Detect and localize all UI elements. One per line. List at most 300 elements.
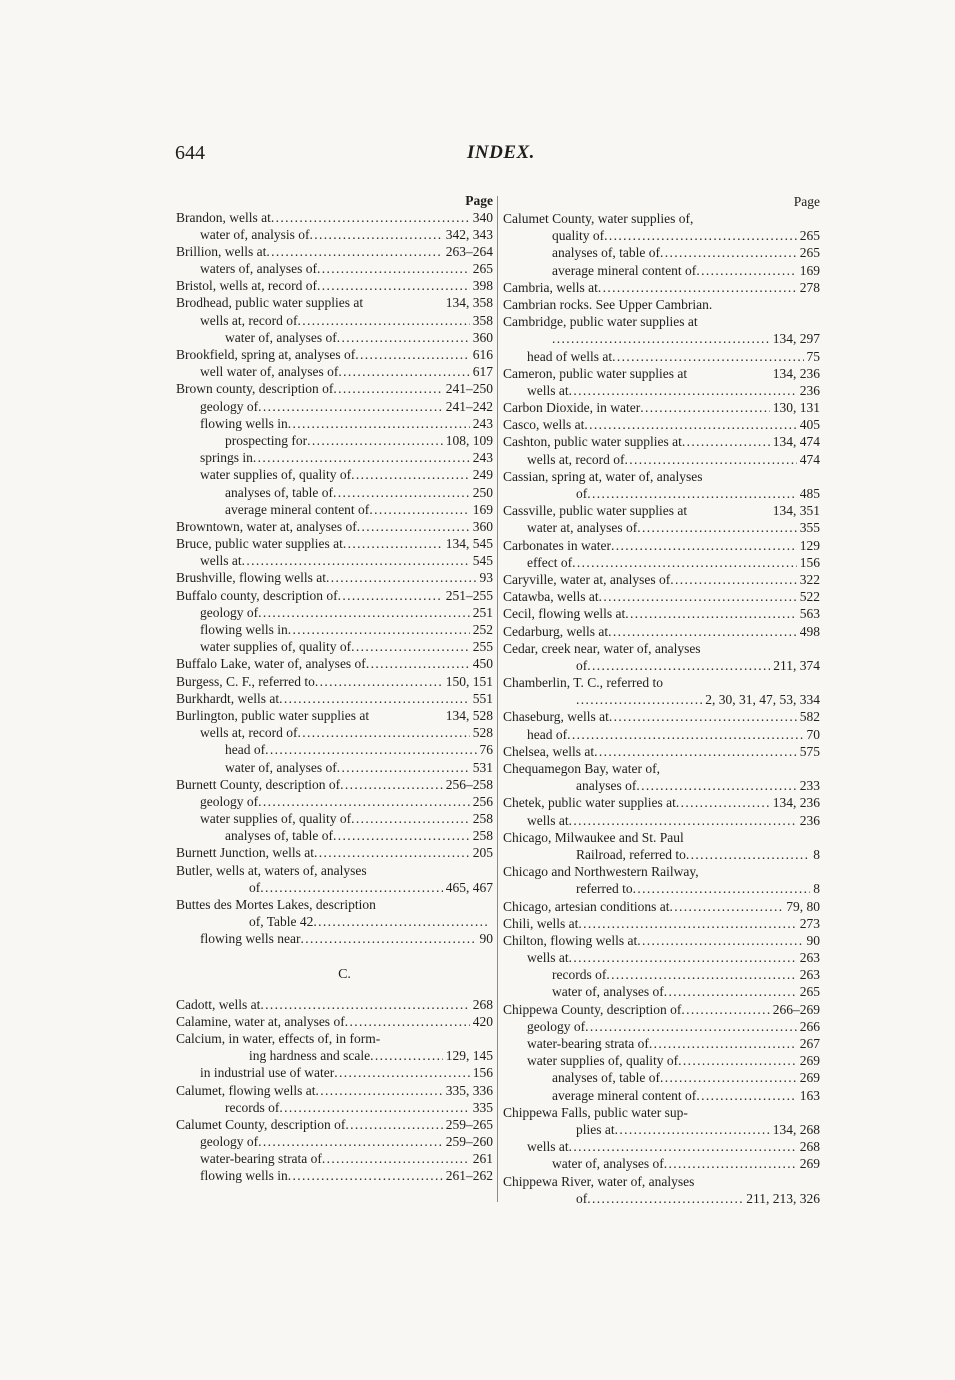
entry-text: water of, analyses of [552,984,664,1000]
entry-page [490,1030,493,1047]
leader-dots [572,554,797,571]
entries-c [176,996,493,1185]
entry-text: analyses of, table of [552,245,660,261]
index-entry [176,930,493,947]
index-entry [176,996,493,1013]
entry-text: head of wells at [527,348,613,364]
entry-text: of [576,657,588,673]
entry-text: water supplies of, quality of [200,811,352,827]
entry-page: 243 [472,415,493,431]
entry-text: water of, analysis of [200,226,310,242]
index-entry [176,1116,493,1133]
running-head: INDEX. [467,142,535,163]
index-entry [176,1013,493,1030]
leader-dots [567,726,803,743]
entry-text: Brodhead, public water supplies at [176,295,364,311]
leader-dots [684,829,817,846]
index-entry [503,1121,820,1138]
leader-dots [340,776,443,793]
leader-dots [676,794,770,811]
leader-dots [660,760,817,777]
index-entry [176,226,493,243]
index-entry [503,932,820,949]
leader-dots [569,1138,797,1155]
entry-text: Buffalo county, description of [176,587,338,603]
leader-dots [699,863,817,880]
entry-page: 8 [813,846,820,862]
entry-page: 156 [799,554,820,570]
index-entry [176,759,493,776]
index-entry [503,485,820,502]
index-entry [503,227,820,244]
entry-page: 134, 236 [772,795,820,811]
entry-text: Calumet, flowing wells at [176,1082,316,1098]
entry-page: 129, 145 [445,1048,493,1064]
index-entry [176,810,493,827]
leader-dots [611,537,797,554]
entry-text: Buffalo Lake, water of, analyses of [176,656,366,672]
leader-dots [363,294,443,311]
entry-page: 340 [472,209,493,225]
leader-dots [279,1099,469,1116]
entry-page: 617 [472,364,493,380]
entry-text: Chili, wells at [503,915,579,931]
left-column [176,194,493,1185]
leader-dots [271,209,470,226]
index-entry [176,638,493,655]
entry-text: Bristol, wells at, record of [176,278,317,294]
leader-dots [297,724,469,741]
entry-text: Burkhardt, wells at [176,690,280,706]
entry-text: wells at, record of [527,451,625,467]
entry-page: 250 [472,484,493,500]
index-entry [503,623,820,640]
leader-dots [615,1121,770,1138]
leader-dots [288,1167,443,1184]
entry-text: Browntown, water at, analyses of [176,518,357,534]
entry-text: prospecting for [225,432,308,448]
leader-dots [624,451,796,468]
entry-text: Cameron, public water supplies at [503,365,688,381]
entry-text: well water of, analyses of [200,364,339,380]
index-entry [176,604,493,621]
index-entry [503,348,820,365]
entry-text: Burgess, C. F., referred to [176,673,315,689]
entry-page: 259–260 [445,1134,493,1150]
entry-page: 134, 358 [445,295,493,311]
entry-text: plies at [576,1121,615,1137]
index-entry [503,313,820,330]
entry-page: 263–264 [445,243,493,259]
leader-dots [334,1064,470,1081]
entry-text: Chetek, public water supplies at [503,795,676,811]
entry-text: Chamberlin, T. C., referred to [503,675,663,691]
index-entry [503,794,820,811]
index-entry [176,1133,493,1150]
index-entry [176,724,493,741]
leader-dots [300,930,476,947]
leader-dots [698,313,817,330]
index-entry [503,1035,820,1052]
entry-page: 134, 528 [445,707,493,723]
index-entry [176,569,493,586]
leader-dots [682,433,770,450]
entry-text: Cecil, flowing wells at [503,606,626,622]
index-entry [503,571,820,588]
entry-text: water-bearing strata of [527,1036,649,1051]
entries-b [176,209,493,948]
column-heading: Page [465,193,493,208]
index-entry [503,1069,820,1086]
entry-page: 474 [799,451,820,467]
leader-dots [307,432,443,449]
index-entry [176,690,493,707]
index-entry [503,244,820,261]
entry-page: 205 [472,845,493,861]
index-entry [176,415,493,432]
leader-dots [345,1013,470,1030]
index-entry [176,1167,493,1184]
leader-dots [355,346,470,363]
entry-page: 236 [799,812,820,828]
entry-text: Bruce, public water supplies at [176,536,343,552]
entry-page: 236 [799,382,820,398]
entry-text: of [576,486,588,501]
index-entry [176,587,493,604]
entry-page: 134, 268 [772,1121,820,1137]
entry-page: 134, 545 [445,536,493,552]
entry-page: 273 [799,915,820,931]
index-entry [176,277,493,294]
entry-text: of, Table 42 [249,914,314,930]
entry-text: geology of [200,1134,259,1150]
entry-text: head of [225,742,266,758]
entry-text: Brookfield, spring at, analyses of [176,347,356,362]
entry-page [817,760,820,777]
index-entry [176,363,493,380]
leader-dots [678,1052,797,1069]
entry-page [817,1104,820,1121]
entry-text: Cassian, spring at, water of, analyses [503,468,703,484]
leader-dots [351,638,470,655]
index-entry [503,1173,820,1190]
entry-text: Chippewa County, description of [503,1001,682,1017]
leader-dots [369,501,469,518]
entry-page: 522 [799,589,820,605]
entry-page: 360 [472,518,493,534]
right-column [503,194,820,1207]
entry-page: 90 [479,931,493,947]
entry-text: ing hardness and scale [249,1048,371,1064]
leader-dots [380,1030,490,1047]
index-entry [176,707,493,724]
entry-page: 265 [799,984,820,1000]
entry-page: 398 [472,278,493,294]
entry-page: 322 [799,571,820,587]
index-entry [176,432,493,449]
entry-page: 269 [799,1156,820,1172]
index-entry [503,726,820,743]
entry-text: referred to [576,881,633,897]
entry-page [817,640,820,657]
entry-page: 465, 467 [445,879,493,895]
entry-page: 266 [799,1018,820,1034]
entry-page: 267 [799,1036,820,1051]
leader-dots [637,519,797,536]
index-entry [176,449,493,466]
entry-page: 335 [472,1099,493,1115]
index-entry [503,330,820,347]
entry-text: Brandon, wells at [176,209,271,225]
index-entry [176,294,493,311]
entry-page: 551 [472,690,493,706]
entry-text: Brushville, flowing wells at [176,570,326,586]
index-entry [176,552,493,569]
entry-page: 266–269 [772,1001,820,1017]
entry-text: Calumet County, description of [176,1116,346,1132]
entry-text: Chippewa Falls, public water sup- [503,1104,688,1120]
index-entry [176,260,493,277]
entry-text: geology of [527,1018,586,1034]
entry-text: wells at, record of [200,312,298,328]
entry-page: 355 [799,520,820,536]
index-entry [176,862,493,879]
index-entry [503,1018,820,1035]
column-rule [497,196,498,1202]
index-entry [176,209,493,226]
entry-page: 256–258 [445,776,493,792]
leader-dots [338,363,469,380]
entry-text: Cambridge, public water supplies at [503,314,698,330]
index-entry [503,1104,820,1121]
entry-text: water supplies of, quality of [200,467,352,483]
index-entry [176,243,493,260]
entry-page: 269 [799,1053,820,1069]
leader-dots [633,880,811,897]
index-entry [503,416,820,433]
entry-page: 263 [799,950,820,966]
leader-dots [315,673,443,690]
index-entry [503,915,820,932]
entry-page [817,863,820,880]
index-entry [176,1047,493,1064]
leader-dots [640,399,770,416]
leader-dots [694,1173,817,1190]
index-entry [176,535,493,552]
entry-page: 252 [472,622,493,637]
leader-dots [337,329,470,346]
entry-text: effect of [527,554,573,570]
index-entry [503,468,820,485]
leader-dots [669,898,783,915]
entry-text: Burnett Junction, wells at [176,845,314,861]
entry-text: Butler, wells at, waters of, analyses [176,862,367,878]
index-entry [176,621,493,638]
entry-page: 76 [479,742,493,758]
entry-text: Railroad, referred to [576,846,686,862]
index-entry [503,296,820,313]
leader-dots [681,1001,769,1018]
entry-text: Chilton, flowing wells at [503,932,638,948]
leader-dots [376,896,490,913]
leader-dots [258,1133,443,1150]
entry-text: Cedarburg, wells at [503,623,609,639]
index-entry [503,433,820,450]
entry-page: 531 [472,759,493,775]
entry-page: 134, 474 [772,434,820,450]
leader-dots [688,1104,817,1121]
index-entry [176,827,493,844]
index-entry [503,691,820,708]
entry-text: wells at [527,382,569,398]
entry-page: 93 [479,570,493,586]
index-entry [503,880,820,897]
index-entry [503,743,820,760]
entry-text: water supplies of, quality of [527,1053,679,1069]
entry-text: flowing wells near [200,931,301,947]
index-entry [176,380,493,397]
index-entry [503,846,820,863]
leader-dots [288,415,470,432]
entry-page: 450 [472,656,493,672]
index-entry [503,262,820,279]
entry-page [490,896,493,913]
leader-dots [338,587,443,604]
entry-page [817,468,820,485]
leader-dots [599,588,797,605]
entry-page: 150, 151 [445,673,493,689]
index-entry [503,451,820,468]
entry-page: 8 [813,881,820,897]
leader-dots [258,793,470,810]
leader-dots [266,243,442,260]
index-entry [176,1150,493,1167]
entry-text: analyses of, table of [225,828,333,844]
entry-page: 268 [472,996,493,1012]
index-entry [503,382,820,399]
leader-dots [594,743,797,760]
entry-text: wells at, record of [200,725,298,741]
entry-page: 134, 297 [772,331,820,347]
leader-dots [333,380,442,397]
entry-page: 261 [472,1151,493,1167]
leader-dots [337,759,470,776]
entry-page: 256 [472,793,493,809]
entry-page: 265 [799,245,820,261]
entry-text: Chaseburg, wells at [503,709,609,725]
leader-dots [315,1082,442,1099]
entry-text: water supplies of, quality of [200,639,352,655]
index-entry [503,949,820,966]
index-entry [503,863,820,880]
entry-page: 251–255 [445,587,493,603]
index-entry [503,1155,820,1172]
leader-dots [242,552,470,569]
entry-page: 243 [472,450,493,466]
leader-dots [686,846,810,863]
leader-dots [625,605,797,622]
entry-text: wells at [527,812,569,828]
entry-text: wells at [200,553,242,569]
leader-dots [288,621,470,638]
entry-text: Cadott, wells at [176,996,261,1012]
index-entry [503,708,820,725]
index-entry [503,210,820,227]
entry-page: 211, 374 [773,657,820,673]
entry-text: waters of, analyses of [200,261,317,277]
entry-text: Calcium, in water, effects of, in form- [176,1030,381,1046]
entry-page: 582 [799,709,820,725]
entry-text: water of, analyses of [552,1156,664,1172]
leader-dots [253,449,470,466]
entry-page: 90 [806,932,820,948]
index-entry [176,466,493,483]
entry-text: analyses of, table of [552,1070,660,1086]
entry-text: Brown county, description of [176,381,334,397]
entry-page: 134, 236 [772,365,820,381]
leader-dots [351,810,470,827]
index-entry [176,1082,493,1099]
entry-page [490,913,493,930]
entry-text: Brillion, wells at [176,243,267,259]
index-entry [503,365,820,382]
entry-page: 79, 80 [786,898,820,914]
entry-page: 263 [799,967,820,983]
leader-dots [687,365,770,382]
entry-page: 75 [806,348,820,364]
leader-dots [322,1150,470,1167]
index-entry [176,1064,493,1081]
index-entry [503,502,820,519]
entry-text: Burlington, public water supplies at [176,707,370,723]
leader-dots [569,949,797,966]
entry-text: Chicago, artesian conditions at [503,898,670,914]
entry-page: 259–265 [445,1116,493,1132]
leader-dots [660,244,797,261]
entry-text: Cambrian rocks. See Upper Cambrian. [503,296,713,312]
entry-page: 278 [799,279,820,295]
entry-page [817,210,820,227]
entry-page: 169 [472,501,493,517]
leader-dots [309,226,442,243]
entry-text: geology of [200,398,259,414]
entry-page: 258 [472,828,493,844]
leader-dots [297,312,469,329]
entry-page [817,674,820,691]
leader-dots [343,535,443,552]
entry-text: flowing wells in [200,1168,288,1184]
leader-dots [660,1069,797,1086]
entry-page: 258 [472,811,493,827]
entry-text: water-bearing strata of [200,1151,322,1167]
index-entry [503,983,820,1000]
leader-dots [612,348,803,365]
entry-page: 163 [799,1087,820,1103]
index-entry [176,896,493,913]
index-entry [176,844,493,861]
entry-text: flowing wells in [200,415,288,431]
leader-dots [317,260,470,277]
leader-dots [326,569,477,586]
entry-text: Cambria, wells at [503,279,598,295]
entry-text: geology of [200,604,259,620]
leader-dots [345,1116,442,1133]
index-entry [176,673,493,690]
index-entry [176,518,493,535]
index-entry [503,588,820,605]
index-entry [503,829,820,846]
index-entry [176,398,493,415]
